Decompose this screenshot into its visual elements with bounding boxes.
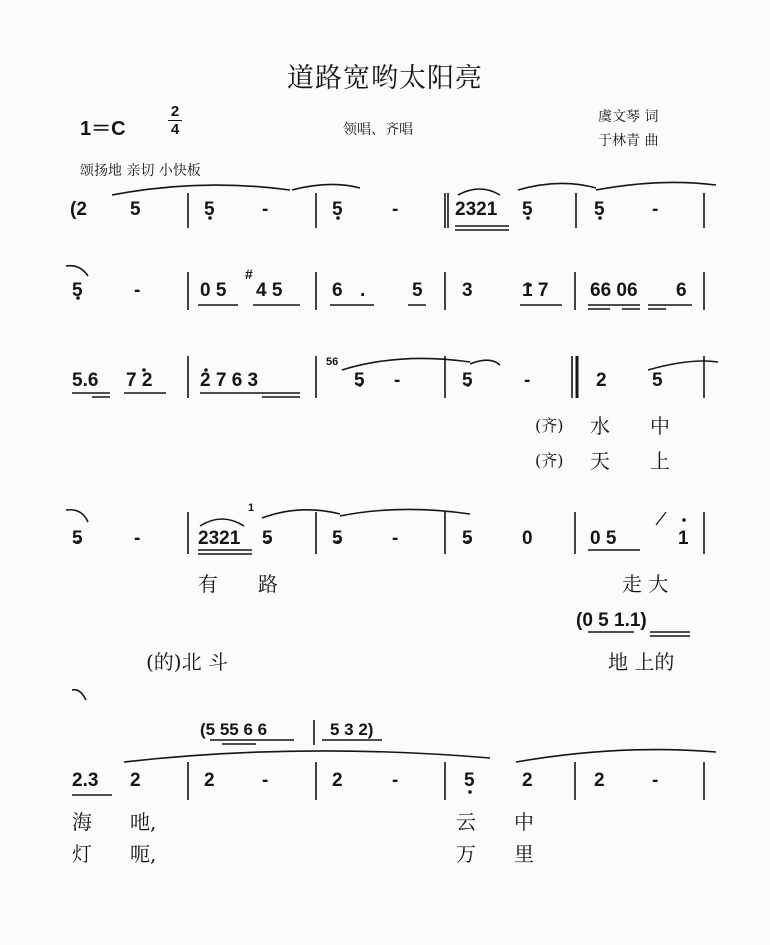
note: 5: [412, 280, 423, 301]
note: 7 2: [126, 370, 153, 391]
note: 6: [332, 280, 343, 301]
note: 5: [462, 370, 473, 391]
note: 2.3: [72, 770, 99, 791]
note: 2: [596, 370, 607, 391]
note: 5: [332, 528, 343, 549]
key-signature: 1＝C: [80, 118, 126, 140]
note: -: [392, 199, 399, 220]
song-title: 道路宽哟太阳亮: [287, 63, 483, 94]
note: 5: [522, 199, 533, 220]
note: 0 5: [590, 528, 617, 549]
lyric: 水: [590, 414, 610, 438]
note: 5: [72, 280, 83, 301]
performance-style: 领唱、齐唱: [343, 122, 413, 138]
note: 2: [204, 770, 215, 791]
note: -: [652, 199, 659, 220]
note: -: [134, 528, 141, 549]
lyric: 走 大: [622, 572, 669, 596]
lyric: 天: [590, 449, 610, 473]
note: 5: [652, 370, 663, 391]
lyric: 中: [650, 414, 670, 438]
note: -: [392, 528, 399, 549]
note: 2 7 6 3: [200, 370, 259, 391]
lyric-marker: (齐): [535, 416, 564, 435]
tempo-marking: 颂扬地 亲切 小快板: [80, 163, 201, 179]
lyric: 万: [456, 842, 476, 866]
sharp-sign: #: [245, 266, 253, 282]
note: -: [262, 199, 269, 220]
note: 5: [130, 199, 141, 220]
note: 5: [262, 528, 273, 549]
note: -: [134, 280, 141, 301]
note: 5.6: [72, 370, 99, 391]
alt-notes: 5 3 2): [330, 720, 374, 739]
alt-notes: (5 55 6 6: [200, 720, 268, 739]
lyric: 中: [514, 810, 534, 834]
lyric: 云: [456, 810, 476, 834]
time-signature-bottom: 4: [170, 121, 180, 138]
note: 5: [332, 199, 343, 220]
lyric: 有: [198, 572, 218, 596]
composer-credit: 于林青 曲: [598, 133, 659, 149]
note: -: [392, 770, 399, 791]
note: 2: [130, 770, 141, 791]
note: -: [262, 770, 269, 791]
lyric: 呃,: [130, 842, 157, 866]
note: .: [360, 280, 366, 301]
time-signature-top: 2: [170, 103, 180, 120]
lyric: 灯: [72, 842, 92, 866]
grace-notes: 56: [326, 356, 339, 368]
lyric: 地 上的: [608, 650, 675, 674]
note: 66 06: [590, 280, 638, 301]
note: -: [524, 370, 531, 391]
note: -: [394, 370, 401, 391]
grace-note: 1: [248, 502, 255, 514]
note: 5: [464, 770, 475, 791]
lyricist-credit: 虞文琴 词: [598, 109, 659, 125]
note: -: [652, 770, 659, 791]
note: 2: [594, 770, 605, 791]
note: 2: [522, 770, 533, 791]
note: 1: [678, 528, 689, 549]
note: 5: [462, 528, 473, 549]
note: 1 7: [522, 280, 549, 301]
note: 5: [594, 199, 605, 220]
alt-notes: (0 5 1.1): [576, 610, 647, 631]
lyric: 吔,: [130, 810, 157, 834]
lyric: 上: [650, 449, 670, 473]
note: 0 5: [200, 280, 227, 301]
note: 2: [332, 770, 343, 791]
lyric-marker: (齐): [535, 451, 564, 470]
lyric: 里: [514, 842, 534, 866]
lyric: (的)北 斗: [146, 650, 228, 674]
note: 4 5: [256, 280, 283, 301]
note: 3: [462, 280, 473, 301]
note: 5: [72, 528, 83, 549]
lyric: 海: [72, 810, 92, 834]
note: 5: [354, 370, 365, 391]
note: 5: [204, 199, 215, 220]
note: 6: [676, 280, 687, 301]
note: 2321: [455, 199, 498, 220]
note: (2: [70, 199, 87, 220]
note: 0: [522, 528, 533, 549]
lyric: 路: [258, 572, 278, 596]
note: 2321: [198, 528, 241, 549]
